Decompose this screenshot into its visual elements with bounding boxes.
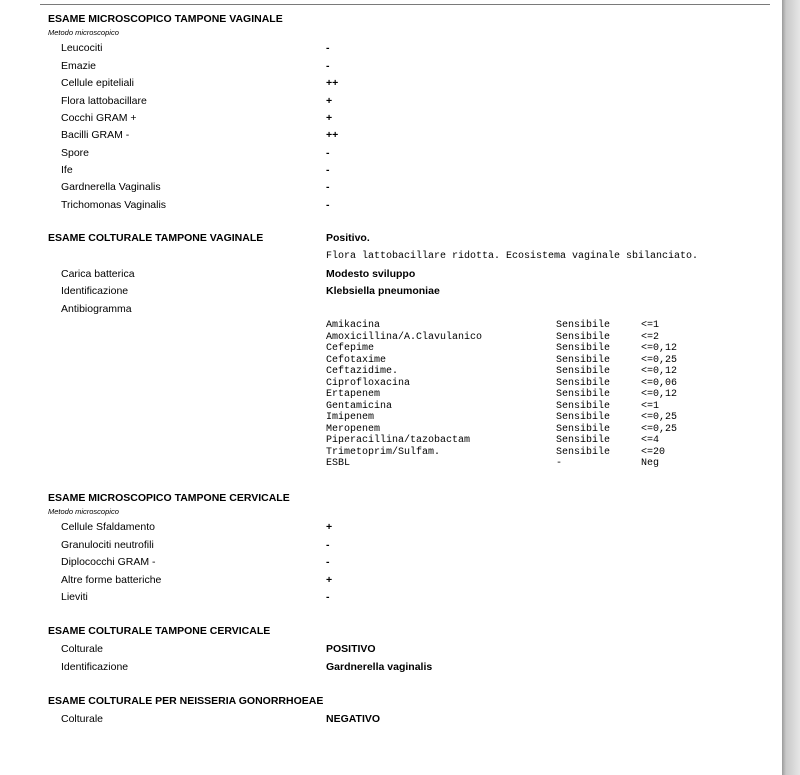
- antibiogram-result: Sensibile: [556, 377, 611, 389]
- row-label: Diplococchi GRAM -: [61, 556, 156, 568]
- row-label: Colturale: [61, 713, 104, 725]
- antibiogram-mic: <=20: [641, 446, 666, 458]
- row-value: -: [326, 591, 330, 603]
- antibiogram-drug: Trimetoprim/Sulfam.: [326, 446, 441, 458]
- row-value: Klebsiella pneumoniae: [326, 285, 440, 297]
- antibiogram-drug: ESBL: [326, 458, 351, 469]
- row-value: -: [326, 199, 330, 211]
- antibiogram-drug: Imipenem: [326, 412, 375, 423]
- antibiogram-mic: <=0,12: [641, 389, 678, 400]
- row-value: +: [326, 95, 333, 107]
- antibiogram-result: Sensibile: [556, 366, 611, 377]
- row-value: Gardnerella vaginalis: [326, 661, 433, 673]
- row-label: Spore: [61, 147, 90, 159]
- antibiogram-drug: Amoxicillina/A.Clavulanico: [326, 331, 483, 343]
- row-label: Ife: [61, 164, 73, 176]
- row-label: Leucociti: [61, 42, 103, 54]
- row-label: Gardnerella Vaginalis: [61, 181, 161, 193]
- antibiogram-mic: <=0,25: [641, 354, 678, 366]
- antibiogram-mic: <=0,12: [641, 366, 678, 377]
- antibiogram-result: Sensibile: [556, 389, 611, 400]
- antibiogram-result: Sensibile: [556, 354, 611, 366]
- row-label: Antibiogramma: [61, 303, 132, 315]
- antibiogram-mic: <=1: [641, 400, 660, 412]
- result-value: Positivo.: [326, 232, 370, 244]
- row-label: Identificazione: [61, 285, 129, 297]
- method-label: Metodo microscopico: [48, 28, 119, 37]
- antibiogram-drug: Meropenem: [326, 423, 381, 435]
- row-label: Flora lattobacillare: [61, 95, 147, 107]
- row-label: Lieviti: [61, 591, 88, 603]
- row-label: Cocchi GRAM +: [61, 112, 137, 124]
- page-shadow: [782, 0, 800, 775]
- row-label: Bacilli GRAM -: [61, 129, 130, 141]
- row-value: -: [326, 164, 330, 176]
- antibiogram-drug: Ciprofloxacina: [326, 377, 411, 389]
- antibiogram-mic: <=0,25: [641, 412, 678, 423]
- row-value: -: [326, 42, 330, 54]
- row-label: Colturale: [61, 643, 104, 655]
- antibiogram-drug: Ertapenem: [326, 389, 381, 400]
- row-label: Carica batterica: [61, 268, 135, 280]
- row-label: Cellule epiteliali: [61, 77, 134, 89]
- antibiogram-result: Sensibile: [556, 331, 611, 343]
- row-value: Modesto sviluppo: [326, 268, 416, 280]
- antibiogram-mic: Neg: [641, 458, 660, 469]
- row-label: Identificazione: [61, 661, 129, 673]
- antibiogram-result: -: [556, 458, 563, 469]
- row-value: +: [326, 574, 333, 586]
- section-title-colturale-cervicale: ESAME COLTURALE TAMPONE CERVICALE: [48, 625, 271, 637]
- antibiogram-result: Sensibile: [556, 412, 611, 423]
- antibiogram-mic: <=0,06: [641, 377, 678, 389]
- antibiogram-result: Sensibile: [556, 400, 611, 412]
- antibiogram-mic: <=1: [641, 320, 660, 331]
- row-value: -: [326, 147, 330, 159]
- row-value: -: [326, 181, 330, 193]
- antibiogram-drug: Cefotaxime: [326, 354, 387, 366]
- antibiogram-mic: <=0,12: [641, 343, 678, 354]
- antibiogram-result: Sensibile: [556, 446, 611, 458]
- antibiogram-drug: Amikacina: [326, 320, 381, 331]
- antibiogram-mic: <=4: [641, 435, 660, 446]
- antibiogram-drug: Piperacillina/tazobactam: [326, 435, 471, 446]
- section-title-colturale-neisseria: ESAME COLTURALE PER NEISSERIA GONORRHOEAE: [48, 695, 324, 707]
- section-title-micro-cervicale: ESAME MICROSCOPICO TAMPONE CERVICALE: [48, 492, 290, 504]
- antibiogram-mic: <=2: [641, 331, 660, 343]
- row-label: Cellule Sfaldamento: [61, 521, 155, 533]
- antibiogram-result: Sensibile: [556, 423, 611, 435]
- antibiogram-drug: Cefepime: [326, 343, 375, 354]
- section-title-micro-vaginale: ESAME MICROSCOPICO TAMPONE VAGINALE: [48, 13, 283, 25]
- row-value: ++: [326, 77, 339, 89]
- antibiogram-result: Sensibile: [556, 320, 611, 331]
- antibiogram-result: Sensibile: [556, 343, 611, 354]
- method-label: Metodo microscopico: [48, 507, 119, 516]
- antibiogram-drug: Ceftazidime.: [326, 366, 399, 377]
- row-value: +: [326, 112, 333, 124]
- row-value: ++: [326, 129, 339, 141]
- top-divider: [40, 4, 770, 5]
- row-value: -: [326, 60, 330, 72]
- row-value: POSITIVO: [326, 643, 376, 655]
- row-label: Granulociti neutrofili: [61, 539, 154, 551]
- row-value: NEGATIVO: [326, 713, 381, 725]
- row-label: Altre forme batteriche: [61, 574, 162, 586]
- row-value: +: [326, 521, 333, 533]
- antibiogram-drug: Gentamicina: [326, 400, 393, 412]
- row-label: Trichomonas Vaginalis: [61, 199, 167, 211]
- antibiogram-result: Sensibile: [556, 435, 611, 446]
- row-label: Emazie: [61, 60, 97, 72]
- antibiogram-mic: <=0,25: [641, 423, 678, 435]
- row-value: -: [326, 539, 330, 551]
- row-value: -: [326, 556, 330, 568]
- result-note: Flora lattobacillare ridotta. Ecosistema vaginale sbilanciato.: [326, 251, 699, 262]
- section-title-colturale-vaginale: ESAME COLTURALE TAMPONE VAGINALE: [48, 232, 264, 244]
